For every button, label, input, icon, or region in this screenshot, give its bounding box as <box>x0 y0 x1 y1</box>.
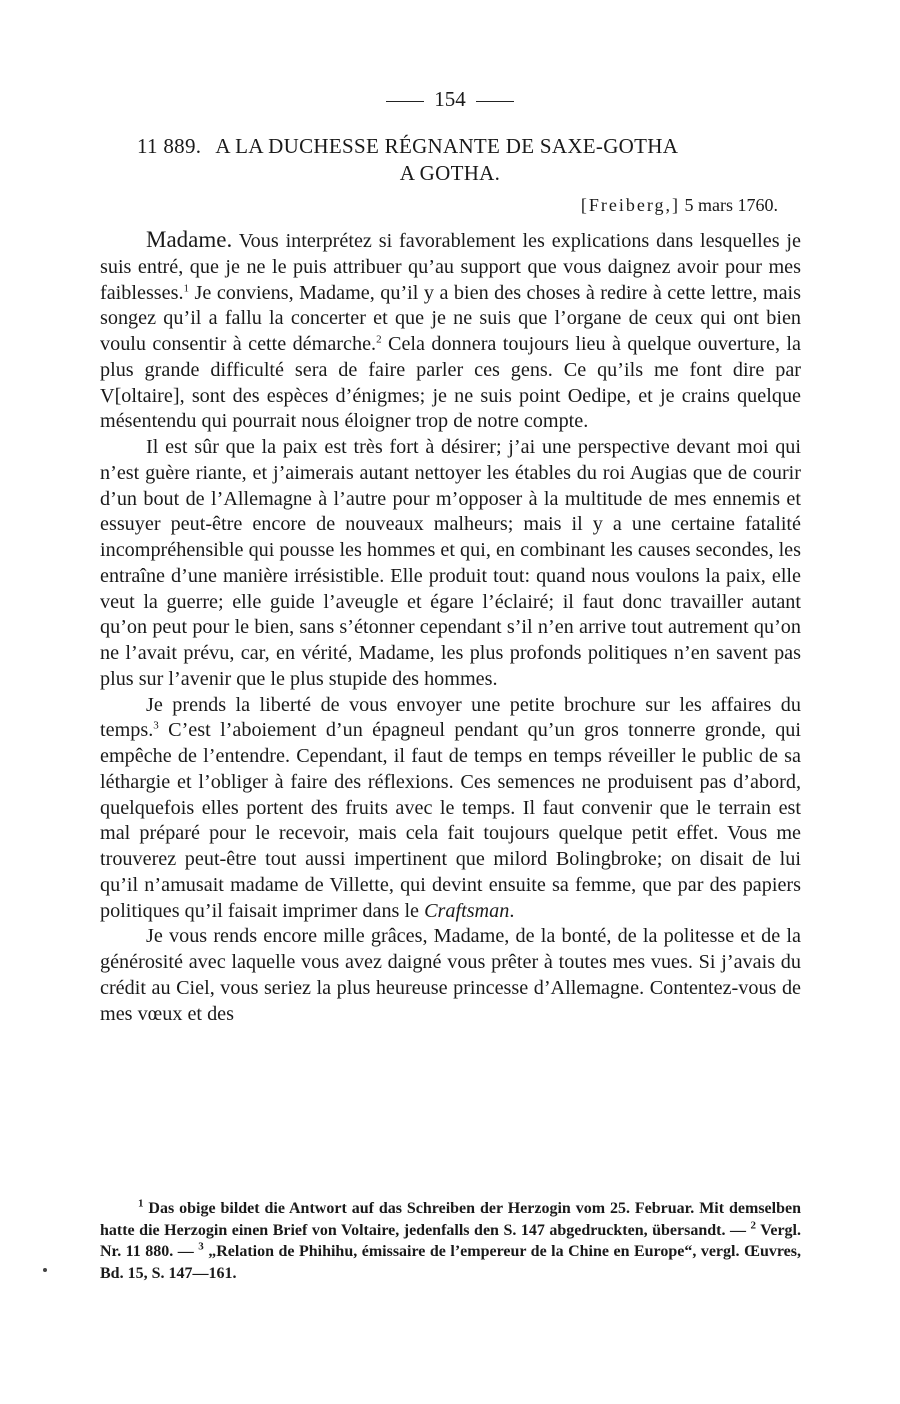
page-header <box>0 84 900 114</box>
paragraph-3-text-b: C’est l’aboiement d’un épagneul pendant qu’un gros tonnerre gronde, qui empêche de l’entendre. Cependant, il faut de temps en temps réveiller le public de sa léthargie et l’obliger à faire des réflexions. Ces semences ne produisent pas d’abord, quelquefois elles portent des fruits avec le temps. Il faut convenir que le terrain est mal préparé pour le recevoir, mais cela fait toujours quelque petit effet. Vous me trouverez peut-être tout aussi impertinent que milord Bolingbroke; on disait de lui qu’il n’amusait madame de Villette, qui devint ensuite sa femme, que par des papiers politiques qu’il faisait imprimer dans le <box>100 719 801 922</box>
heading-line-1 <box>100 133 800 160</box>
paragraph-3 <box>100 693 801 925</box>
footnote-ref-3: 3 <box>153 719 159 732</box>
footnote-2-text: Vergl. Nr. 11 880. — <box>100 1221 801 1260</box>
letter-heading <box>100 133 800 187</box>
footnotes <box>100 1198 801 1284</box>
letter-number: 11 889. <box>137 134 202 158</box>
footnote-marker-2: 2 <box>750 1219 757 1232</box>
paragraph-1 <box>100 227 801 435</box>
paragraph-1-text-b: Je conviens, Madame, qu’il y a bien des choses à redire à cette lettre, mais songez qu’il a fallu la concerter et que je ne suis que l’organe de ceux qui ont bien voulu consentir à cette démarche. <box>100 281 801 355</box>
heading-line-2: A GOTHA. <box>399 161 501 185</box>
craftsman-title: Craftsman <box>424 899 510 922</box>
paragraph-1-text-c: Cela donnera toujours lieu à quelque ouverture, la plus grande difficulté sera de faire parler ces gens. Ce qu’ils me font dire par V[oltaire], sont des espèces d’énigmes; je ne suis point Oedipe, et je crains quelque mésentendu qui pourrait nous éloigner trop de notre compte. <box>100 333 801 433</box>
footnote-ref-2: 2 <box>376 333 382 346</box>
dateline-place: [Freiberg,] <box>580 195 680 215</box>
page-number: 154 <box>434 87 466 111</box>
letter-body <box>100 227 801 1027</box>
paragraph-4: Je vous rends encore mille grâces, Madame, de la bonté, de la politesse et de la générosité avec laquelle vous avez daigné vous prêter à toutes mes vues. Si j’avais du crédit au Ciel, vous seriez la plus heureuse princesse d’Allemagne. Contentez-vous de mes vœux et des <box>100 925 801 1025</box>
salutation: Madame. <box>146 227 233 252</box>
footnote-block <box>100 1198 801 1284</box>
header-rule-left <box>386 101 424 102</box>
scan-speck <box>43 1268 47 1272</box>
footnote-1-text: Das obige bildet die Antwort auf das Schreiben der Herzogin vom 25. Februar. Mit demselben hatte die Herzogin einen Brief von Voltaire, jedenfalls den S. 147 abgedruckten, übersandt. — <box>100 1200 801 1239</box>
paragraph-1-text-a: Vous interprétez si favorablement les explications dans lesquelles je suis entré, que je ne le puis attribuer qu’au support que vous daignez avoir pour mes faiblesses. <box>100 230 801 304</box>
footnote-ref-1: 1 <box>183 281 190 294</box>
addressee: A LA DUCHESSE RÉGNANTE DE SAXE-GOTHA <box>215 134 679 158</box>
footnote-3-text: „Relation de Phihihu, émissaire de l’empereur de la Chine en Europe“, vergl. Œuvres, Bd. 15, S. 147—161. <box>100 1243 801 1282</box>
dateline-date: 5 mars 1760. <box>684 195 778 215</box>
footnote-marker-3: 3 <box>198 1240 204 1253</box>
dateline <box>581 193 778 217</box>
paragraph-3-text-a: Je prends la liberté de vous envoyer une petite brochure sur les affaires du temps. <box>100 693 801 742</box>
footnote-marker-1: 1 <box>138 1197 144 1210</box>
paragraph-3-text-c: . <box>509 899 515 922</box>
header-rule-right <box>476 101 514 102</box>
paragraph-2: Il est sûr que la paix est très fort à désirer; j’ai une perspective devant moi qui n’est guère riante, et j’aimerais autant nettoyer les étables du roi Augias que de courir d’un bout de l’Allemagne à l’autre pour m’opposer à la multitude de mes ennemis et essuyer peut-être encore de nouveaux malheurs; mais il y a une certaine fatalité incompréhensible qui pousse les hommes et qui, en combinant les causes secondes, les entraîne d’une manière irrésistible. Elle produit tout: quand nous voulons la paix, elle veut la guerre; elle guide l’aveugle et égare l’éclairé; il faut donc travailler autant qu’on peut pour le bien, sans s’étonner cependant s’il n’en arrive tout autrement qu’on ne l’avait prévu, car, en vérité, Madame, les plus profonds politiques n’en savent pas plus sur l’avenir que le plus stupide des hommes. <box>100 436 801 690</box>
